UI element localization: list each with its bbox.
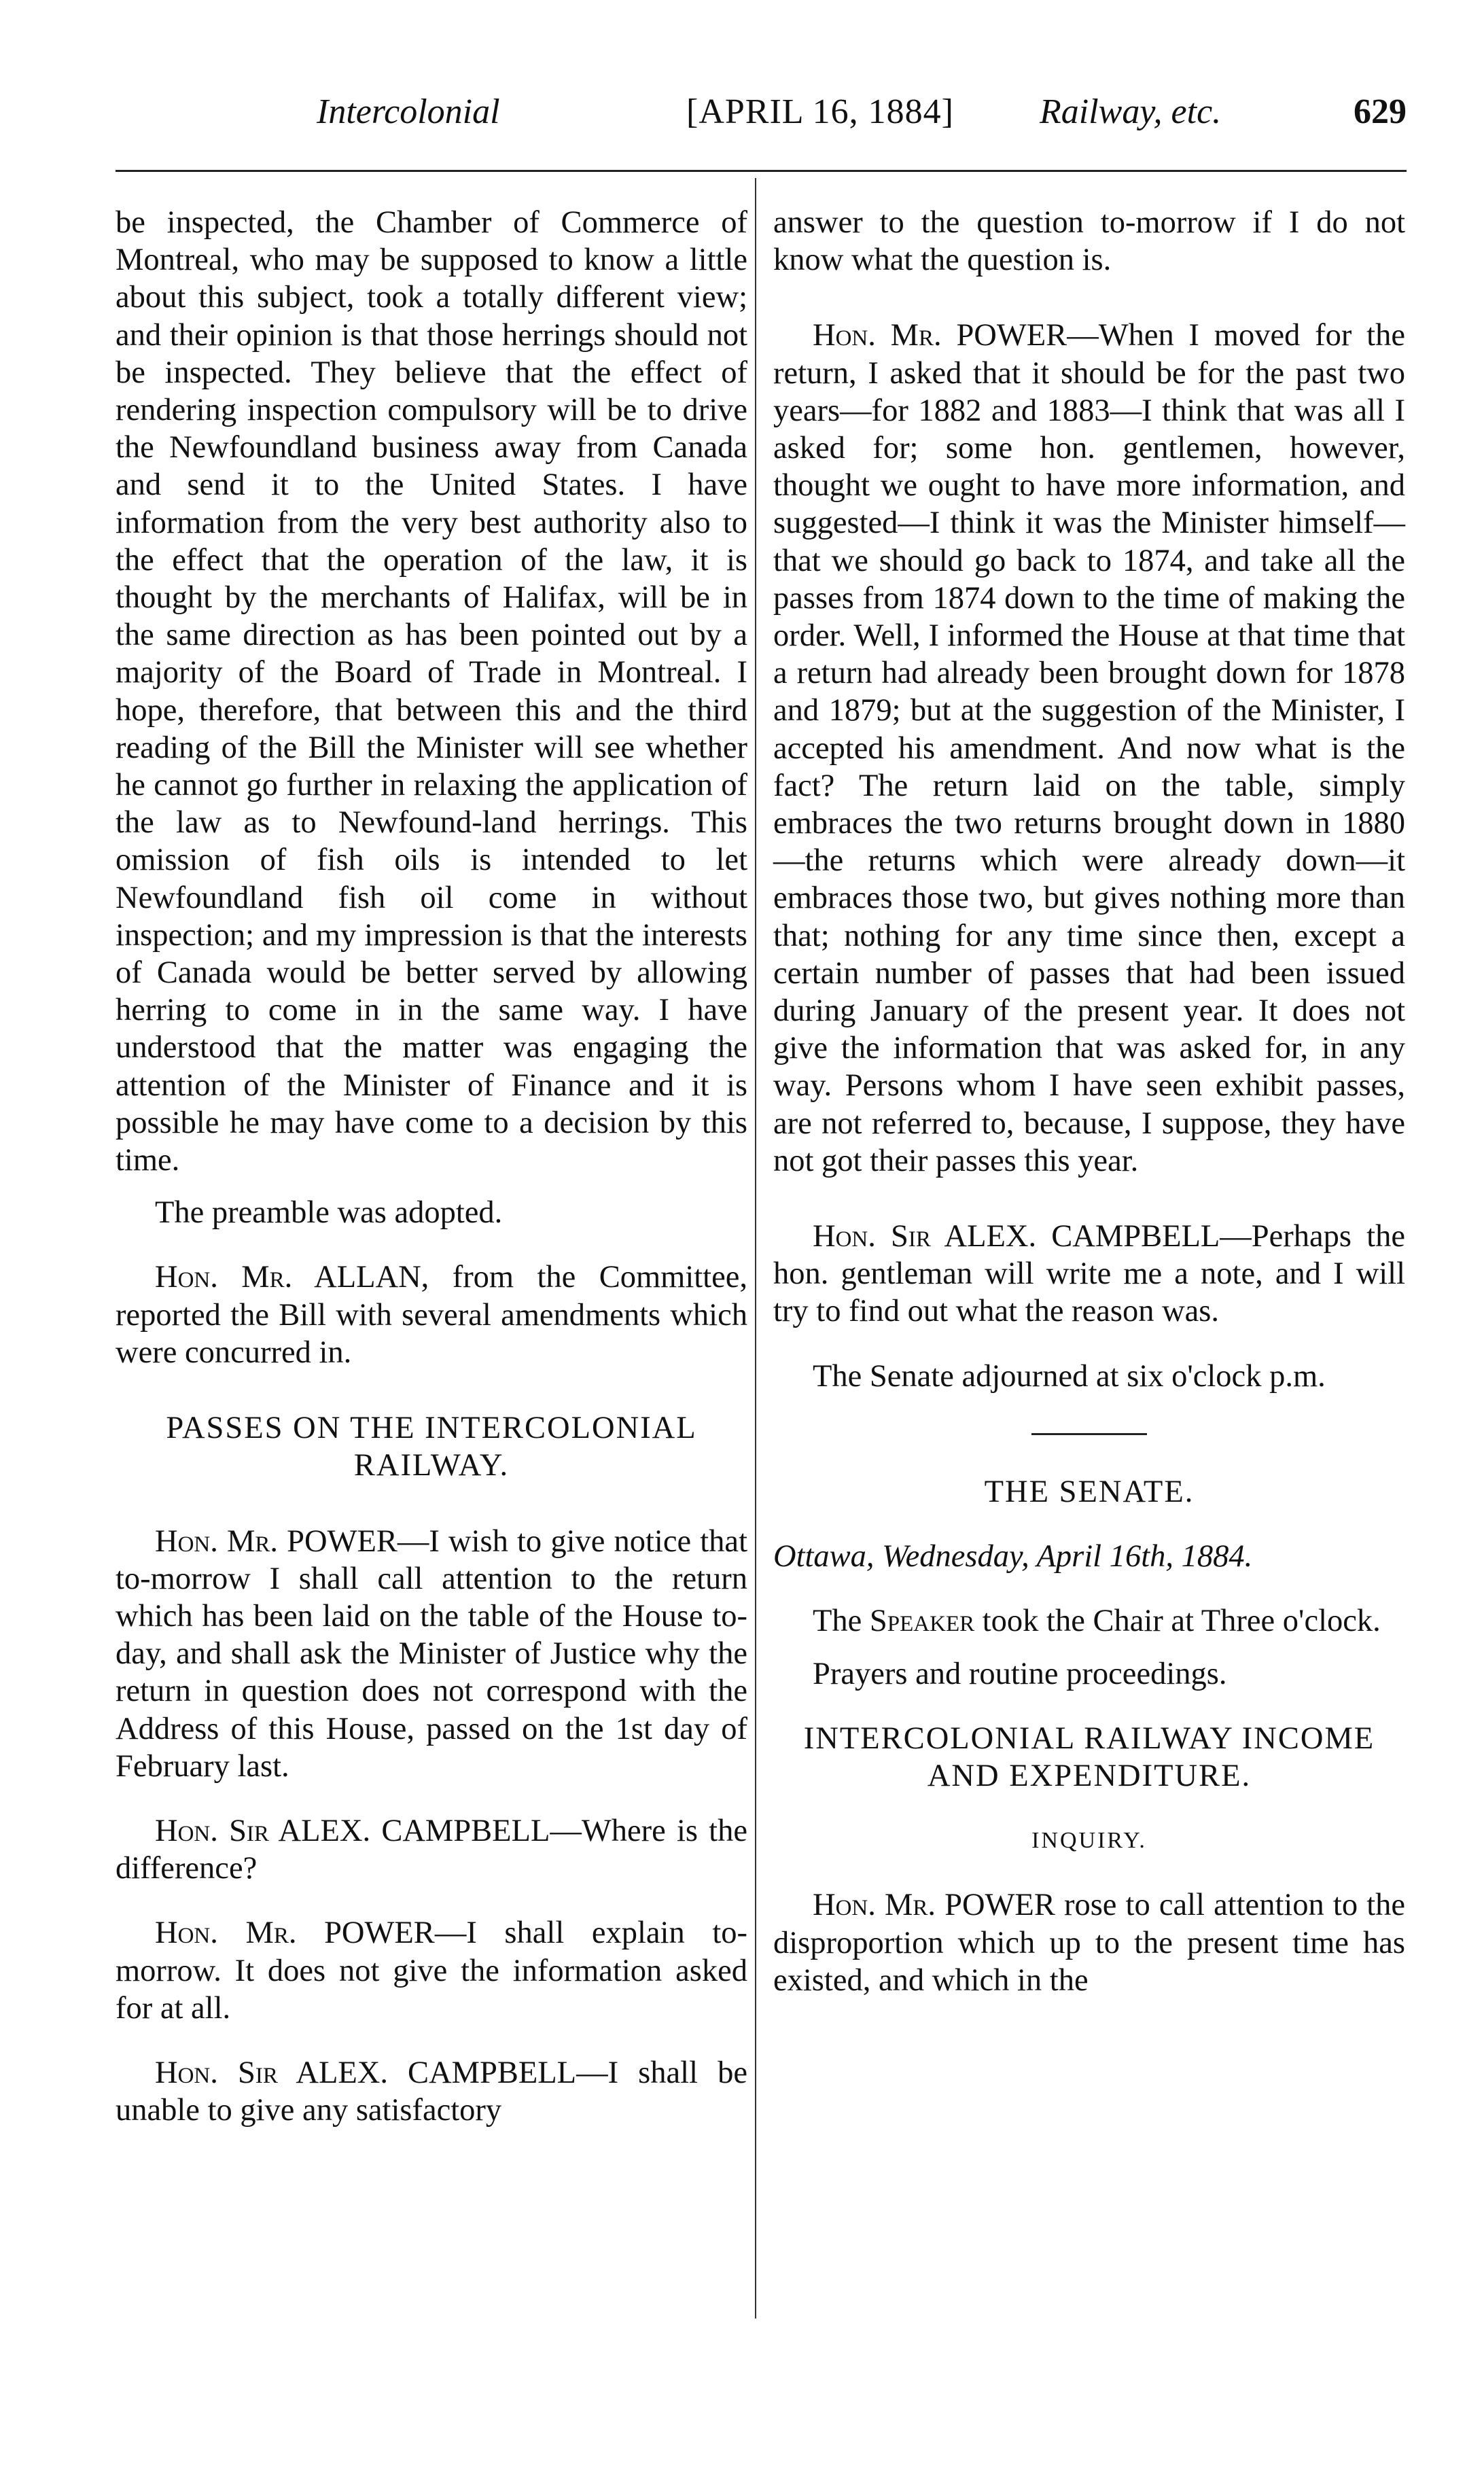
paragraph: [116, 1523, 747, 1785]
speaker-name: Hon. Mr. POWER: [155, 1916, 435, 1951]
running-header: [116, 88, 1407, 136]
running-head-left: Intercolonial: [317, 92, 500, 131]
paragraph: [116, 1258, 747, 1371]
paragraph: [773, 1602, 1405, 1640]
header-rule: [116, 170, 1407, 172]
speaker-name: Hon. Mr. POWER: [813, 318, 1067, 353]
speech-text: from the Committee, reported the Bill with several amendments which were concurred in.: [116, 1260, 747, 1370]
paragraph: [773, 1218, 1405, 1330]
left-column: [116, 204, 747, 2129]
speaker-name: Hon. Mr. POWER: [155, 1523, 398, 1559]
subheading: INQUIRY.: [1031, 1828, 1147, 1854]
paragraph: Prayers and routine proceedings.: [813, 1656, 1227, 1691]
section-heading: INTERCOLONIAL RAILWAY INCOME AND EXPENDITURE.: [803, 1721, 1375, 1793]
speech-text: —I shall explain to-morrow. It does not give the information asked for at all.: [116, 1916, 747, 2026]
section-heading: PASSES ON THE INTERCOLONIAL RAILWAY.: [166, 1411, 697, 1483]
paragraph: The Senate adjourned at six o'clock p.m.: [813, 1358, 1326, 1394]
speaker-name: Hon. Mr. POWER: [813, 1888, 1055, 1923]
speaker-name: Hon. Sir ALEX. CAMPBELL: [155, 1813, 550, 1848]
speech-text: rose to call attention to the disproportion which up to the present time has existed, and which in the: [773, 1888, 1405, 1998]
paragraph: [116, 1812, 747, 1887]
speech-text: —When I moved for the return, I asked that it should be for the past two years—for 1882 and 1883—I think that was all I asked for; some hon. gentlemen, however, thought we ought to have more information, and suggested—I think it was the Minister himself—that we should go back to 1874, and take all the passes from 1874 down to the time of making the order. Well, I informed the House at that time that a return had already been brought down for 1878 and 1879; but at the suggestion of the Minister, I accepted his amendment. And now what is the fact? The return laid on the table, simply embraces the two returns brought down in 1880—the returns which were already down—it embraces those two, but gives nothing more than that; nothing for any time since then, except a certain number of passes that had been issued during January of the present year. It does not give the information that was asked for, in any way. Persons whom I have seen exhibit passes, are not referred to, because, I suppose, they have not got their passes this year.: [773, 318, 1405, 1178]
speech-text: took the Chair at Three o'clock.: [974, 1604, 1381, 1639]
speech-text: The: [813, 1604, 870, 1639]
speech-text: —Perhaps the hon. gentleman will write me a note, and I will try to find out what the reason was.: [773, 1219, 1405, 1329]
paragraph: be inspected, the Chamber of Commerce of Montreal, who may be supposed to know a little about this subject, took a totally different view; and their opinion is that those herrings should not be inspected. They believe that the effect of rendering inspection compulsory will be to drive the Newfoundland business away from Canada and send it to the United States. I have information from the very best authority also to the effect that the operation of the law, it is thought by the merchants of Halifax, will be in the same direction as has been pointed out by a majority of the Board of Trade in Montreal. I hope, therefore, that between this and the third reading of the Bill the Minister will see whether he cannot go further in relaxing the application of the law as to Newfound-land herrings. This omission of fish oils is intended to let Newfoundland fish oil come in without inspection; and my impression is that the interests of Canada would be better served by allowing herring to come in in the same way. I have understood that the matter was engaging the attention of the Minister of Finance and it is possible he may have come to a decision by this time.: [116, 205, 747, 1178]
paragraph: The preamble was adopted.: [155, 1195, 503, 1231]
speech-text: —Where is the difference?: [116, 1813, 747, 1886]
speech-text: —I shall be unable to give any satisfactory: [116, 2055, 747, 2128]
column-divider: [755, 178, 756, 2319]
paragraph: answer to the question to-morrow if I do not know what the question is.: [773, 205, 1405, 278]
paragraph: [773, 317, 1405, 1180]
speaker-name: Speaker: [869, 1604, 975, 1639]
section-rule: [1031, 1433, 1147, 1435]
right-column: [773, 204, 1405, 1999]
paragraph: [773, 1886, 1405, 1999]
paragraph: [116, 1914, 747, 2027]
page-number: 629: [1354, 92, 1407, 131]
running-head-right: Railway, etc.: [1040, 92, 1222, 131]
section-heading: THE SENATE.: [984, 1474, 1195, 1509]
running-head-date: [APRIL 16, 1884]: [686, 92, 954, 131]
paragraph: [116, 2054, 747, 2129]
speaker-name: Hon. Sir ALEX. CAMPBELL: [155, 2055, 577, 2090]
speaker-name: Hon. Sir ALEX. CAMPBELL: [813, 1219, 1220, 1254]
speech-text: —I wish to give notice that to-morrow I shall call attention to the return which has been laid on the table of the House to-day, and shall ask the Minister of Justice why the return in question does not correspond with the Address of this House, passed on the 1st day of February last.: [116, 1523, 747, 1784]
speaker-name: Hon. Mr. ALLAN,: [155, 1260, 429, 1295]
dateline: Ottawa, Wednesday, April 16th, 1884.: [773, 1539, 1253, 1574]
